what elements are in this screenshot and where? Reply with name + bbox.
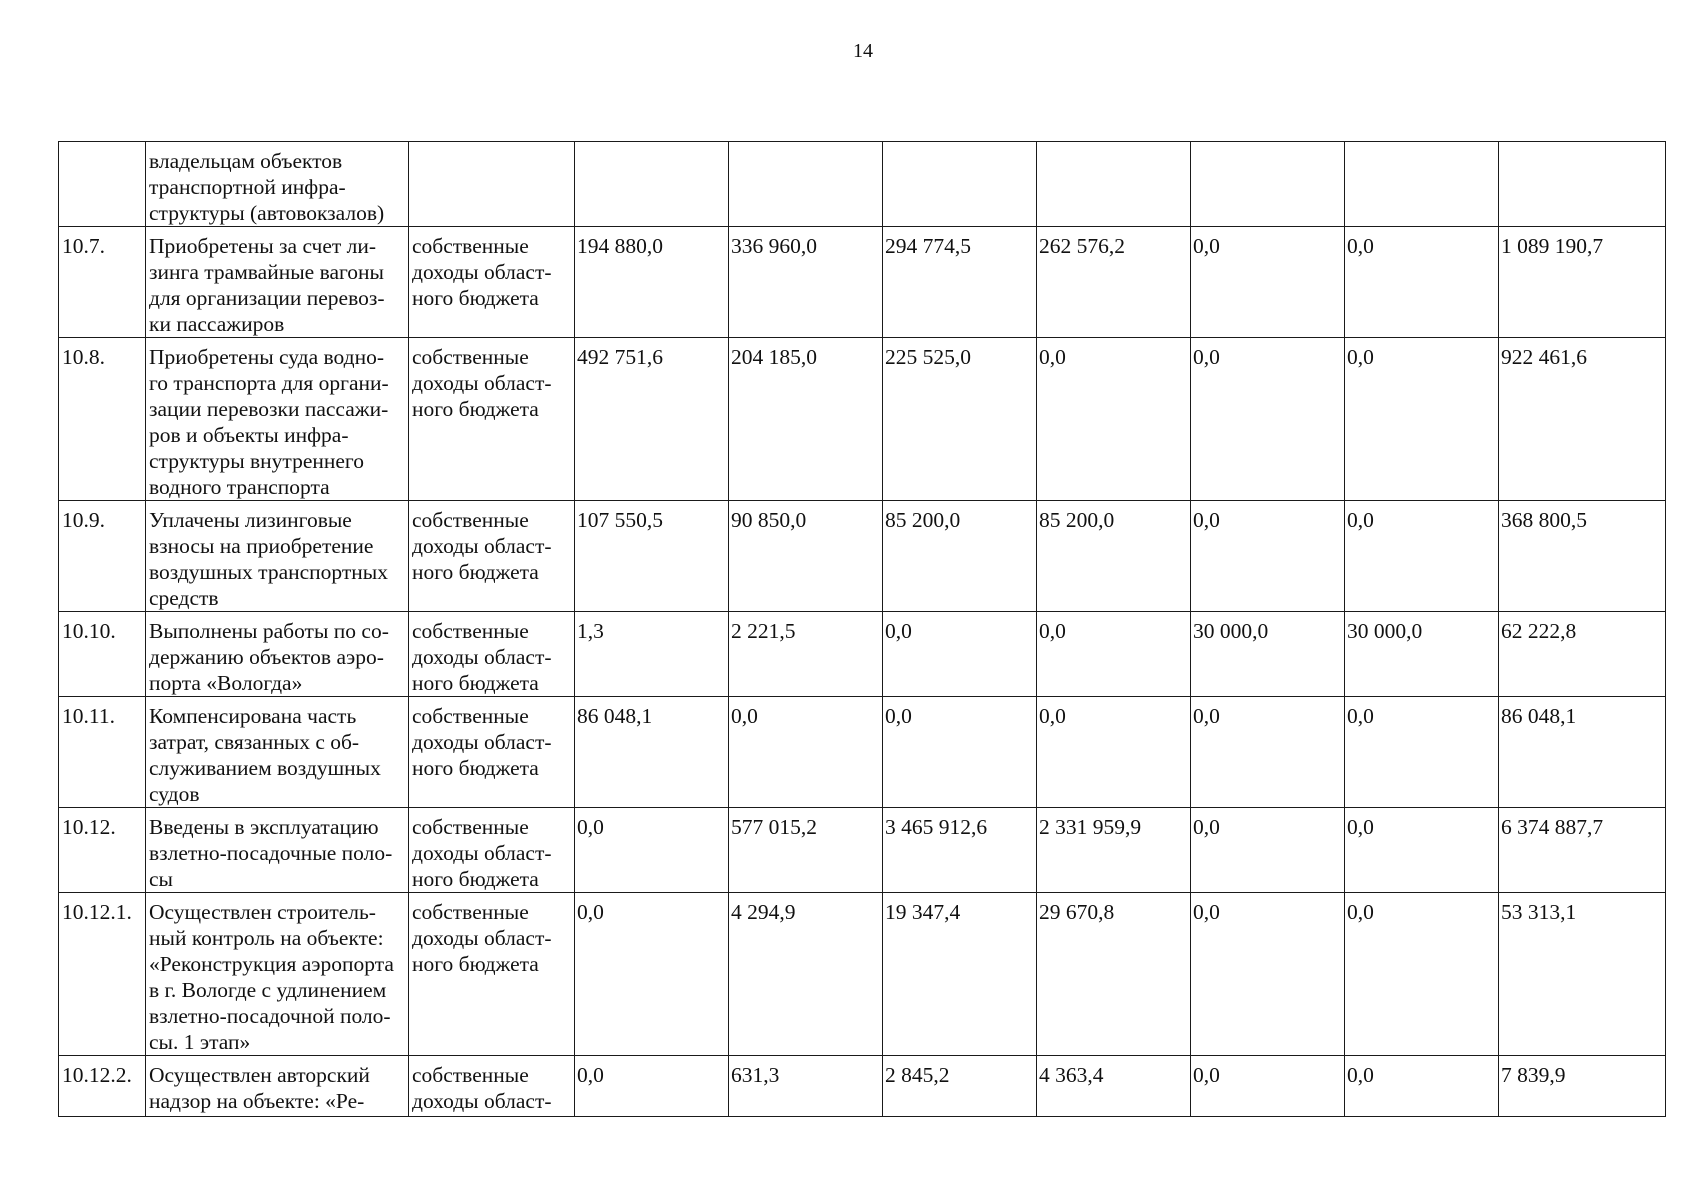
amount-cell: 4 294,9 <box>729 893 883 1056</box>
table-body <box>59 142 1666 1117</box>
table-row <box>59 612 1666 697</box>
row-number-cell: 10.12.2. <box>59 1056 146 1117</box>
amount-cell: 492 751,6 <box>575 338 729 501</box>
amount-cell: 19 347,4 <box>883 893 1037 1056</box>
amount-cell: 631,3 <box>729 1056 883 1117</box>
amount-cell: 0,0 <box>1345 1056 1499 1117</box>
amount-cell: 336 960,0 <box>729 227 883 338</box>
amount-cell: 0,0 <box>729 697 883 808</box>
amount-cell: 0,0 <box>575 893 729 1056</box>
amount-cell <box>1499 142 1666 227</box>
row-number-cell: 10.9. <box>59 501 146 612</box>
amount-cell: 294 774,5 <box>883 227 1037 338</box>
amount-cell <box>1037 142 1191 227</box>
row-number-cell: 10.7. <box>59 227 146 338</box>
row-number-cell: 10.10. <box>59 612 146 697</box>
amount-cell: 2 221,5 <box>729 612 883 697</box>
amount-cell: 30 000,0 <box>1345 612 1499 697</box>
funding-source-cell: собственные доходы област- ного бюджета <box>409 501 575 612</box>
table-row <box>59 338 1666 501</box>
result-description-cell: Осуществлен авторский надзор на объекте: «Ре- <box>146 1056 409 1117</box>
amount-cell: 85 200,0 <box>883 501 1037 612</box>
amount-cell: 0,0 <box>883 612 1037 697</box>
row-number-cell: 10.12.1. <box>59 893 146 1056</box>
funding-source-cell: собственные доходы област- ного бюджета <box>409 227 575 338</box>
amount-cell <box>575 142 729 227</box>
table-row <box>59 227 1666 338</box>
result-description-cell: Уплачены лизинговые взносы на приобретение воздушных транспортных средств <box>146 501 409 612</box>
amount-cell: 107 550,5 <box>575 501 729 612</box>
funding-source-cell <box>409 142 575 227</box>
amount-cell: 368 800,5 <box>1499 501 1666 612</box>
amount-cell: 1 089 190,7 <box>1499 227 1666 338</box>
funding-source-cell: собственные доходы област- ного бюджета <box>409 697 575 808</box>
result-description-cell: Компенсирована часть затрат, связанных с об- служиванием воздушных судов <box>146 697 409 808</box>
amount-cell: 7 839,9 <box>1499 1056 1666 1117</box>
funding-source-cell: собственные доходы област- ного бюджета <box>409 338 575 501</box>
amount-cell: 62 222,8 <box>1499 612 1666 697</box>
table-row <box>59 697 1666 808</box>
amount-cell: 0,0 <box>1037 612 1191 697</box>
amount-cell: 3 465 912,6 <box>883 808 1037 893</box>
amount-cell: 577 015,2 <box>729 808 883 893</box>
row-number-cell: 10.8. <box>59 338 146 501</box>
amount-cell: 0,0 <box>1345 808 1499 893</box>
amount-cell: 0,0 <box>575 1056 729 1117</box>
amount-cell: 204 185,0 <box>729 338 883 501</box>
funding-source-cell: собственные доходы област- ного бюджета <box>409 893 575 1056</box>
amount-cell: 0,0 <box>1191 338 1345 501</box>
funding-source-cell: собственные доходы област- ного бюджета <box>409 808 575 893</box>
amount-cell: 0,0 <box>1191 227 1345 338</box>
amount-cell: 0,0 <box>575 808 729 893</box>
result-description-cell: Выполнены работы по со- держанию объектов аэро- порта «Вологда» <box>146 612 409 697</box>
amount-cell: 0,0 <box>1345 227 1499 338</box>
amount-cell: 6 374 887,7 <box>1499 808 1666 893</box>
amount-cell: 194 880,0 <box>575 227 729 338</box>
amount-cell: 90 850,0 <box>729 501 883 612</box>
amount-cell: 0,0 <box>1191 697 1345 808</box>
amount-cell: 2 331 959,9 <box>1037 808 1191 893</box>
amount-cell: 0,0 <box>1037 697 1191 808</box>
amount-cell: 85 200,0 <box>1037 501 1191 612</box>
budget-table <box>58 141 1666 1117</box>
funding-source-cell: собственные доходы област- <box>409 1056 575 1117</box>
amount-cell: 29 670,8 <box>1037 893 1191 1056</box>
amount-cell: 53 313,1 <box>1499 893 1666 1056</box>
amount-cell: 0,0 <box>1191 501 1345 612</box>
page-number: 14 <box>853 40 873 62</box>
amount-cell: 262 576,2 <box>1037 227 1191 338</box>
amount-cell <box>1191 142 1345 227</box>
amount-cell: 0,0 <box>883 697 1037 808</box>
result-description-cell: Приобретены суда водно- го транспорта для органи- зации перевозки пассажи- ров и объекты инфра- структуры внутреннего водного транспорта <box>146 338 409 501</box>
amount-cell: 4 363,4 <box>1037 1056 1191 1117</box>
row-number-cell <box>59 142 146 227</box>
amount-cell: 0,0 <box>1345 501 1499 612</box>
amount-cell: 0,0 <box>1191 1056 1345 1117</box>
row-number-cell: 10.11. <box>59 697 146 808</box>
amount-cell: 0,0 <box>1345 893 1499 1056</box>
table-row <box>59 501 1666 612</box>
row-number-cell: 10.12. <box>59 808 146 893</box>
result-description-cell: Введены в эксплуатацию взлетно-посадочные поло- сы <box>146 808 409 893</box>
amount-cell: 0,0 <box>1345 338 1499 501</box>
amount-cell: 225 525,0 <box>883 338 1037 501</box>
amount-cell: 1,3 <box>575 612 729 697</box>
amount-cell: 0,0 <box>1191 808 1345 893</box>
table-row <box>59 142 1666 227</box>
table-row <box>59 893 1666 1056</box>
result-description-cell: Приобретены за счет ли- зинга трамвайные вагоны для организации перевоз- ки пассажиров <box>146 227 409 338</box>
funding-source-cell: собственные доходы област- ного бюджета <box>409 612 575 697</box>
amount-cell: 86 048,1 <box>1499 697 1666 808</box>
amount-cell <box>883 142 1037 227</box>
amount-cell: 86 048,1 <box>575 697 729 808</box>
amount-cell <box>1345 142 1499 227</box>
amount-cell: 0,0 <box>1191 893 1345 1056</box>
table-row <box>59 808 1666 893</box>
result-description-cell: владельцам объектов транспортной инфра- структуры (автовокзалов) <box>146 142 409 227</box>
amount-cell: 0,0 <box>1037 338 1191 501</box>
amount-cell: 30 000,0 <box>1191 612 1345 697</box>
table-row <box>59 1056 1666 1117</box>
amount-cell: 2 845,2 <box>883 1056 1037 1117</box>
amount-cell: 0,0 <box>1345 697 1499 808</box>
amount-cell: 922 461,6 <box>1499 338 1666 501</box>
amount-cell <box>729 142 883 227</box>
result-description-cell: Осуществлен строитель- ный контроль на объекте: «Реконструкция аэропорта в г. Вологде с удлинением взлетно-посадочной поло- сы. 1 этап» <box>146 893 409 1056</box>
